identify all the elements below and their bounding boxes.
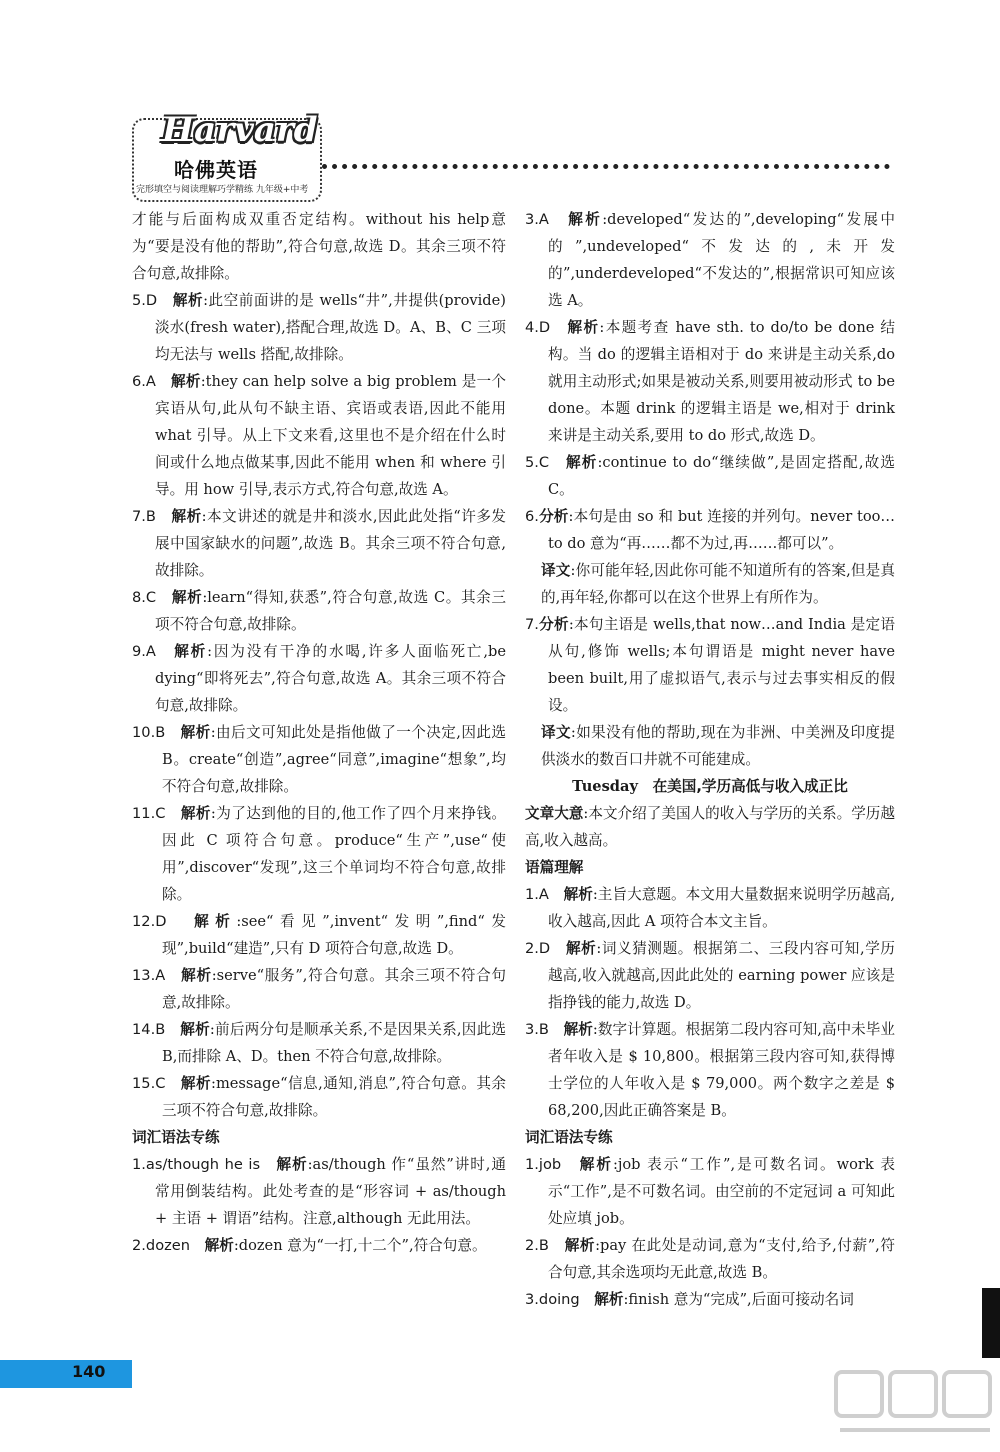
- answer-text: :词义猜测题。根据第二、三段内容可知,学历越高,收入就越高,因此此处的 earning power 应该是指挣钱的能力,故选 D。: [548, 940, 895, 1011]
- watermark-stamp-icon: [830, 1366, 1000, 1452]
- answer-label: 解析: [204, 1237, 234, 1254]
- page-number-bar: [0, 1360, 132, 1388]
- answer-text: :此空前面讲的是 wells“井”,井提供(provide)淡水(fresh water),搭配合理,故选 D。A、B、C 三项均无法与 wells 搭配,故排除。: [155, 292, 506, 363]
- answer-number: 10.B: [132, 724, 166, 741]
- answer-number: 2.D: [525, 940, 551, 957]
- answer-number: 15.C: [132, 1075, 166, 1092]
- reading-item: [525, 881, 895, 935]
- vocab-item: [132, 1151, 506, 1232]
- right-column: [525, 206, 895, 1313]
- answer-label: 解析: [568, 211, 603, 228]
- answer-label: 解析: [180, 724, 211, 741]
- answer-label: 解析: [180, 805, 211, 822]
- answer-text: :continue to do“继续做”,是固定搭配,故选 C。: [548, 454, 895, 498]
- answer-number: 1.A: [525, 886, 549, 903]
- answer-text: :serve“服务”,符合句意。其余三项不符合句意,故排除。: [162, 967, 506, 1011]
- answer-label: 解析: [194, 913, 237, 930]
- reading-item: [525, 935, 895, 1016]
- page-number: 140: [72, 1362, 106, 1381]
- answer-label: 分析: [538, 508, 569, 525]
- answer-label: 解析: [566, 454, 598, 471]
- answer-label: 解析: [594, 1291, 624, 1308]
- answer-number: 13.A: [132, 967, 166, 984]
- answer-text: :job 表示“工作”,是可数名词。work 表示“工作”,是不可数名词。由空前的不定冠词 a 可知此处应填 job。: [548, 1156, 895, 1227]
- answer-number: 2.dozen: [132, 1237, 191, 1254]
- answer-label: 解析: [181, 967, 212, 984]
- lead-paragraph: 才能与后面构成双重否定结构。without his help意为“要是没有他的帮助”,符合句意,故选 D。其余三项不符合句意,故排除。: [132, 211, 506, 282]
- translation: [525, 557, 895, 611]
- answer-item: [132, 368, 506, 503]
- answer-list-left: [132, 287, 506, 1124]
- lesson-day: Tuesday: [572, 778, 638, 795]
- answer-text: :本文讲述的就是井和淡水,因此此处指“许多发展中国家缺水的问题”,故选 B。其余三项不符合句意,故排除。: [155, 508, 506, 579]
- answer-item: [132, 719, 506, 800]
- answer-text: :为了达到他的目的,他工作了四个月来挣钱。因此 C 项符合句意。produce“生产”,use“使用”,discover“发现”,这三个单词均不符合句意,故排除。: [162, 805, 506, 903]
- answer-number: 14.B: [132, 1021, 166, 1038]
- answer-label: 解析: [563, 886, 593, 903]
- section-heading-vocab: 词汇语法专练: [132, 1129, 220, 1146]
- vocab-item: [525, 1286, 895, 1313]
- answer-item: [132, 962, 506, 1016]
- answer-label: 解析: [276, 1156, 308, 1173]
- answer-item: [132, 638, 506, 719]
- analysis-item: [525, 611, 895, 719]
- answer-text: :finish 意为“完成”,后面可接动名词: [623, 1291, 854, 1308]
- answer-number: 5.C: [525, 454, 550, 471]
- answer-label: 解析: [172, 292, 204, 309]
- logo-title: Harvard: [162, 110, 318, 150]
- answer-item: [525, 449, 895, 503]
- answer-item: [132, 908, 506, 962]
- vocab-item: [132, 1232, 506, 1259]
- answer-item: [132, 1070, 506, 1124]
- left-column: [132, 206, 506, 1259]
- header-dotted-rule: [322, 164, 890, 169]
- translation-text: :你可能年轻,因此你可能不知道所有的答案,但是真的,再年轻,你都可以在这个世界上有所作为。: [541, 562, 895, 606]
- answer-text: :由后文可知此处是指他做了一个决定,因此选 B。create“创造”,agree“同意”,imagine“想象”,均不符合句意,故排除。: [162, 724, 506, 795]
- translation: [525, 719, 895, 773]
- book-subtitle: 完形填空与阅读理解巧学精练 九年级+中考: [136, 185, 309, 195]
- answer-label: 解析: [579, 1156, 613, 1173]
- answer-text: :message“信息,通知,消息”,符合句意。其余三项不符合句意,故排除。: [162, 1075, 506, 1119]
- answer-number: 8.C: [132, 589, 157, 606]
- answer-number: 3.B: [525, 1021, 549, 1038]
- answer-text: :developed“发达的”,developing“发展中的”,undeveloped“不发达的,未开发的”,underdeveloped“不发达的”,根据常识可知应该选 A。: [548, 211, 895, 309]
- answer-label: 解析: [174, 643, 208, 660]
- answer-number: 3.doing: [525, 1291, 580, 1308]
- answer-number: 4.D: [525, 319, 551, 336]
- answer-label: 解析: [171, 373, 201, 390]
- answer-item: [132, 584, 506, 638]
- vocab-item: [525, 1232, 895, 1286]
- answer-text: :they can help solve a big problem 是一个宾语从句,此从句不缺主语、宾语或表语,因此不能用 what 引导。从上下文来看,这里也不是介绍在什么时间或什么地点做某事,因此不能用 when 和 where 引导。用 how 引导,表示方式,符合句意,故选 A。: [155, 373, 506, 498]
- answer-label: 分析: [538, 616, 569, 633]
- answer-text: :本句主语是 wells,that now…and India 是定语从句,修饰 wells;本句谓语是 might never have been built,用了虚拟语气,表示与过去事实相反的假设。: [548, 616, 895, 714]
- answer-label: 解析: [563, 1021, 593, 1038]
- summary-label: 文章大意: [525, 805, 584, 822]
- lesson-topic: 在美国,学历高低与收入成正比: [652, 778, 848, 795]
- vocab-item: [525, 1151, 895, 1232]
- summary-text: :本文介绍了美国人的收入与学历的关系。学历越高,收入越高。: [525, 805, 895, 849]
- answer-number: 1.as/though he is: [132, 1156, 261, 1173]
- lesson-title: [525, 773, 895, 800]
- page-edge-tab: [982, 1288, 1000, 1358]
- answer-label: 解析: [180, 1075, 212, 1092]
- answer-label: 解析: [171, 589, 203, 606]
- answer-label: 解析: [564, 1237, 596, 1254]
- harvard-logo: [132, 110, 322, 202]
- answer-number: 7.: [525, 616, 539, 633]
- answer-item: [132, 287, 506, 368]
- answer-label: 解析: [567, 319, 600, 336]
- answer-number: 6.: [525, 508, 539, 525]
- answer-label: 解析: [171, 508, 202, 525]
- answer-number: 7.B: [132, 508, 156, 525]
- answer-number: 5.D: [132, 292, 158, 309]
- section-heading-reading: 语篇理解: [525, 859, 584, 876]
- answer-item: [132, 503, 506, 584]
- analysis-item: [525, 503, 895, 557]
- answer-text: :pay 在此处是动词,意为“支付,给予,付薪”,符合句意,其余选项均无此意,故选 B。: [548, 1237, 895, 1281]
- answer-label: 解析: [565, 940, 597, 957]
- answer-text: :dozen 意为“一打,十二个”,符合句意。: [233, 1237, 487, 1254]
- answer-number: 12.D: [132, 913, 167, 930]
- answer-text: :see“看见”,invent“发明”,find“发现”,build“建造”,只有 D 项符合句意,故选 D。: [162, 913, 506, 957]
- section-heading-vocab: 词汇语法专练: [525, 1129, 613, 1146]
- reading-item: [525, 1016, 895, 1124]
- answer-text: :因为没有干净的水喝,许多人面临死亡,be dying“即将死去”,符合句意,故选 A。其余三项不符合句意,故排除。: [155, 643, 506, 714]
- answer-number: 9.A: [132, 643, 156, 660]
- translation-label: 译文: [541, 724, 571, 741]
- answer-number: 2.B: [525, 1237, 549, 1254]
- answer-text: :as/though 作“虽然”讲时,通常用倒装结构。此处考查的是“形容词 + as/though + 主语 + 谓语”结构。注意,although 无此用法。: [155, 1156, 506, 1227]
- answer-number: 11.C: [132, 805, 166, 822]
- answer-number: 3.A: [525, 211, 549, 228]
- answer-item: [525, 206, 895, 314]
- article-summary: [525, 800, 895, 854]
- answer-label: 解析: [180, 1021, 210, 1038]
- answer-text: :主旨大意题。本文用大量数据来说明学历越高,收入越高,因此 A 项符合本文主旨。: [548, 886, 895, 930]
- answer-text: :前后两分句是顺承关系,不是因果关系,因此选 B,而排除 A、D。then 不符合句意,故排除。: [162, 1021, 506, 1065]
- logo-chinese-title: 哈佛英语: [174, 158, 258, 182]
- answer-text: :本题考查 have sth. to do/to be done 结构。当 do 的逻辑主语相对于 do 来讲是主动关系,do 就用主动形式;如果是被动关系,则要用被动形式 to be done。本题 drink 的逻辑主语是 we,相对于 drink 来讲是主动关系,要用 to do 形式,故选 D。: [548, 319, 895, 444]
- answer-item: [132, 1016, 506, 1070]
- answer-item: [525, 314, 895, 449]
- answer-text: :learn“得知,获悉”,符合句意,故选 C。其余三项不符合句意,故排除。: [155, 589, 506, 633]
- translation-label: 译文: [541, 562, 571, 579]
- answer-text: :数字计算题。根据第二段内容可知,高中未毕业者年收入是 $ 10,800。根据第三段内容可知,获得博士学位的人年收入是 $ 79,000。两个数字之差是 $ 68,200,因此正确答案是 B。: [548, 1021, 895, 1119]
- answer-item: [132, 800, 506, 908]
- translation-text: :如果没有他的帮助,现在为非洲、中美洲及印度提供淡水的数百口井就不可能建成。: [541, 724, 895, 768]
- answer-number: 6.A: [132, 373, 156, 390]
- answer-text: :本句是由 so 和 but 连接的并列句。never too… to do 意为“再……都不为过,再……都可以”。: [548, 508, 895, 552]
- answer-number: 1.job: [525, 1156, 562, 1173]
